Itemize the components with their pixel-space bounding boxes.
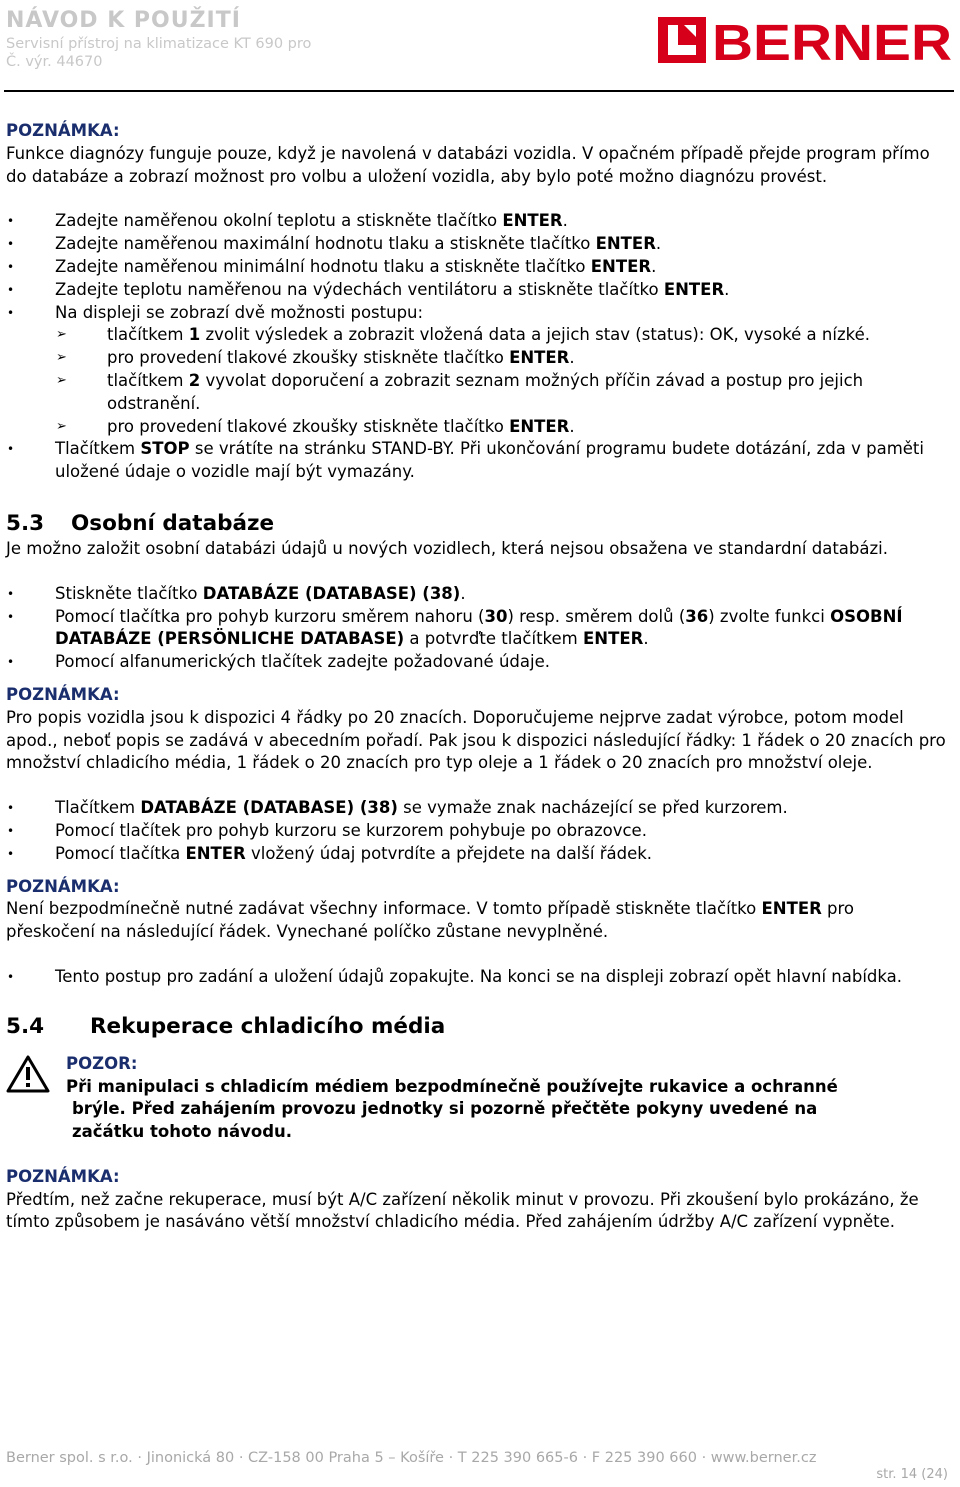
svg-text:BERNER: BERNER xyxy=(712,15,952,65)
list-item: • Na displeji se zobrazí dvě možnosti postupu: xyxy=(6,302,946,325)
header-divider xyxy=(4,90,954,92)
sub-list-item: ➢ pro provedení tlakové zkoušky stiskněte tlačítko ENTER. xyxy=(6,347,946,370)
note-label: POZNÁMKA: xyxy=(6,876,120,896)
editing-steps xyxy=(6,797,946,865)
warning-triangle-icon xyxy=(6,1055,50,1093)
diagnosis-steps xyxy=(6,210,946,484)
database-steps xyxy=(6,583,946,674)
list-item: • Tlačítkem STOP se vrátíte na stránku STAND-BY. Při ukončování programu budete dotázání, zda v paměti uložené údaje o vozidle mají být vymazány. xyxy=(6,438,946,484)
manual-title: NÁVOD K POUŽITÍ xyxy=(6,8,241,33)
note-label: POZNÁMKA: xyxy=(6,1166,120,1186)
note-paragraph: Není bezpodmínečně nutné zadávat všechny informace. V tomto případě stiskněte tlačítko ENTER pro přeskočení na následující řádek. Vynechané políčko zůstane nevyplněné. xyxy=(6,899,855,942)
warning-label: POZOR: xyxy=(66,1053,138,1073)
section-heading-5-3: 5.3 Osobní databáze xyxy=(6,510,275,536)
note-label: POZNÁMKA: xyxy=(6,684,120,704)
sub-list-item: ➢ tlačítkem 2 vyvolat doporučení a zobrazit seznam možných příčin závad a postup pro jejich odstranění. xyxy=(6,370,946,416)
list-item: • Pomocí tlačítka ENTER vložený údaj potvrdíte a přejdete na další řádek. xyxy=(6,843,946,866)
sub-list-item: ➢ tlačítkem 1 zvolit výsledek a zobrazit vložená data a jejich stav (status): OK, vysoké a nízké. xyxy=(6,324,946,347)
list-item: • Zadejte naměřenou okolní teplotu a stiskněte tlačítko ENTER. xyxy=(6,210,946,233)
warning-box xyxy=(6,1053,946,1144)
list-item: • Pomocí tlačítek pro pohyb kurzoru se kurzorem pohybuje po obrazovce. xyxy=(6,820,946,843)
repeat-steps xyxy=(6,966,946,989)
warning-text: Při manipulaci s chladicím médiem bezpodmínečně používejte rukavice a ochranné xyxy=(66,1076,838,1096)
section-heading-5-4: 5.4 Rekuperace chladicího média xyxy=(6,1013,446,1039)
list-item: • Tlačítkem DATABÁZE (DATABASE) (38) se vymaže znak nacházející se před kurzorem. xyxy=(6,797,946,820)
list-item: • Stiskněte tlačítko DATABÁZE (DATABASE) (38). xyxy=(6,583,946,606)
note-paragraph: Pro popis vozidla jsou k dispozici 4 řádky po 20 znacích. Doporučujeme nejprve zadat výrobce, potom model apod., neboť popis se zadává v abecedním pořadí. Pak jsou k dispozici následující řádky: 1 řádek o 20 znacích pro množství chladicího média, 1 řádek o 20 znacích pro typ oleje a 1 řádek o 20 znacích pro množství oleje. xyxy=(6,707,946,773)
page-number: str. 14 (24) xyxy=(876,1467,948,1482)
berner-logo xyxy=(658,15,954,65)
page-footer: Berner spol. s r.o. · Jinonická 80 · CZ-158 00 Praha 5 – Košíře · T 225 390 665-6 · F 225 390 660 · www.berner.cz xyxy=(6,1450,817,1466)
page-header xyxy=(0,0,960,95)
list-item: • Tento postup pro zadání a uložení údajů zopakujte. Na konci se na displeji zobrazí opět hlavní nabídka. xyxy=(6,966,946,989)
list-item: • Pomocí tlačítka pro pohyb kurzoru směrem nahoru (30) resp. směrem dolů (36) zvolte funkci OSOBNÍ DATABÁZE (PERSÖNLICHE DATABASE) a potvrďte tlačítkem ENTER. xyxy=(6,606,946,652)
note-label: POZNÁMKA: xyxy=(6,121,120,140)
note-paragraph: Předtím, než začne rekuperace, musí být A/C zařízení několik minut v provozu. Při zkoušení bylo prokázáno, že tímto způsobem je nasáváno větší množství chladicího média. Před zahájením údržby A/C zařízení vypněte. xyxy=(6,1189,919,1232)
list-item: • Pomocí alfanumerických tlačítek zadejte požadované údaje. xyxy=(6,651,946,674)
warning-text: brýle. Před zahájením provozu jednotky si pozorně přečtěte pokyny uvedené na xyxy=(72,1099,818,1119)
intro-paragraph: Funkce diagnózy funguje pouze, když je navolená v databázi vozidla. V opačném případě přejde program přímo do databáze a zobrazí možnost pro volbu a uložení vozidla, aby bylo poté možno diagnózu provést. xyxy=(6,143,930,186)
manual-subtitle: Servisní přístroj na klimatizace KT 690 pro xyxy=(6,36,312,52)
product-code: Č. výr. 44670 xyxy=(6,54,103,70)
list-item: • Zadejte naměřenou maximální hodnotu tlaku a stiskněte tlačítko ENTER. xyxy=(6,233,946,256)
list-item: • Zadejte naměřenou minimální hodnotu tlaku a stiskněte tlačítko ENTER. xyxy=(6,256,946,279)
page-content xyxy=(6,120,946,1234)
warning-text: začátku tohoto návodu. xyxy=(72,1122,293,1142)
sub-list-item: ➢ pro provedení tlakové zkoušky stiskněte tlačítko ENTER. xyxy=(6,416,946,439)
list-item: • Zadejte teplotu naměřenou na výdechách ventilátoru a stiskněte tlačítko ENTER. xyxy=(6,279,946,302)
section-intro: Je možno založit osobní databázi údajů u nových vozidlech, která nejsou obsažena ve standardní databázi. xyxy=(6,538,888,558)
